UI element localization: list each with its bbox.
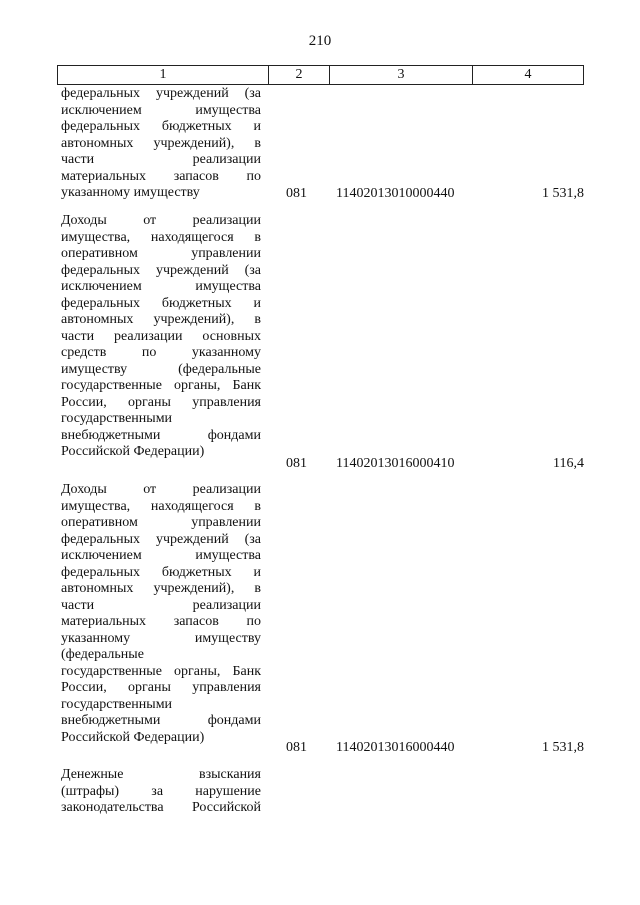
header-col-2: 2 xyxy=(295,67,303,82)
description-line: исключением имущества xyxy=(61,102,261,118)
row-kbk: 11402013010000440 xyxy=(336,186,455,201)
description-line: (штрафы) за нарушение xyxy=(61,783,261,799)
description-line: федеральных учреждений (за xyxy=(61,531,261,547)
description-line: оперативном управлении xyxy=(61,515,261,530)
description-line: России, органы управления xyxy=(61,394,261,410)
description-line: части реализации основных xyxy=(61,328,261,344)
description-line: федеральных учреждений (за xyxy=(61,86,261,101)
description-line: федеральных бюджетных и xyxy=(61,119,261,134)
description-line: указанному имуществу xyxy=(61,630,261,646)
row-description xyxy=(61,767,261,817)
row-kbk: 11402013016000440 xyxy=(336,740,455,755)
description-line: автономных учреждений), в xyxy=(61,312,261,327)
row-amount: 1 531,8 xyxy=(542,186,584,201)
description-line: России, органы управления xyxy=(61,680,261,695)
description-line: федеральных бюджетных и xyxy=(61,295,261,311)
row-amount: 116,4 xyxy=(553,456,584,471)
description-line: автономных учреждений), в xyxy=(61,135,261,151)
description-line: исключением имущества xyxy=(61,279,261,294)
description-line: имущества, находящегося в xyxy=(61,229,261,245)
description-line: исключением имущества xyxy=(61,548,261,563)
description-line: государственными xyxy=(61,411,173,426)
description-line: (федеральные xyxy=(61,647,144,662)
row-kbk: 11402013016000410 xyxy=(336,456,455,471)
header-col-4: 4 xyxy=(524,67,532,82)
header-col-1: 1 xyxy=(159,67,167,82)
description-line: Доходы от реализации xyxy=(61,213,261,228)
description-line: автономных учреждений), в xyxy=(61,581,261,596)
header-col-3: 3 xyxy=(397,67,405,82)
description-line: внебюджетными фондами xyxy=(61,713,261,728)
row-description xyxy=(61,213,261,461)
description-line: материальных запасов по xyxy=(61,614,261,629)
row-code: 081 xyxy=(286,740,307,755)
description-line: средств по указанному xyxy=(61,345,261,360)
page-number: 210 xyxy=(308,33,332,49)
description-line: части реализации xyxy=(61,597,261,613)
row-code: 081 xyxy=(286,186,307,201)
description-line: Российской Федерации) xyxy=(61,444,205,459)
row-description xyxy=(61,482,261,746)
description-line: материальных запасов по xyxy=(61,168,261,184)
description-line: Денежные взыскания xyxy=(61,767,261,782)
row-description xyxy=(61,86,261,202)
description-line: государственными xyxy=(61,696,173,712)
description-line: федеральных учреждений (за xyxy=(61,262,261,278)
row-code: 081 xyxy=(286,456,307,471)
table-header xyxy=(57,65,584,85)
description-line: внебюджетными фондами xyxy=(61,427,261,443)
row-amount: 1 531,8 xyxy=(542,740,584,755)
description-line: Доходы от реализации xyxy=(61,482,261,497)
description-line: Российской Федерации) xyxy=(61,729,205,745)
description-line: законодательства Российской xyxy=(61,800,261,815)
description-line: федеральных бюджетных и xyxy=(61,564,261,580)
description-line: государственные органы, Банк xyxy=(61,663,261,679)
description-line: оперативном управлении xyxy=(61,246,261,261)
description-line: части реализации xyxy=(61,152,261,167)
description-line: государственные органы, Банк xyxy=(61,378,261,393)
description-line: имуществу (федеральные xyxy=(61,361,261,377)
description-line: указанному имуществу xyxy=(61,185,200,200)
description-line: имущества, находящегося в xyxy=(61,498,261,514)
